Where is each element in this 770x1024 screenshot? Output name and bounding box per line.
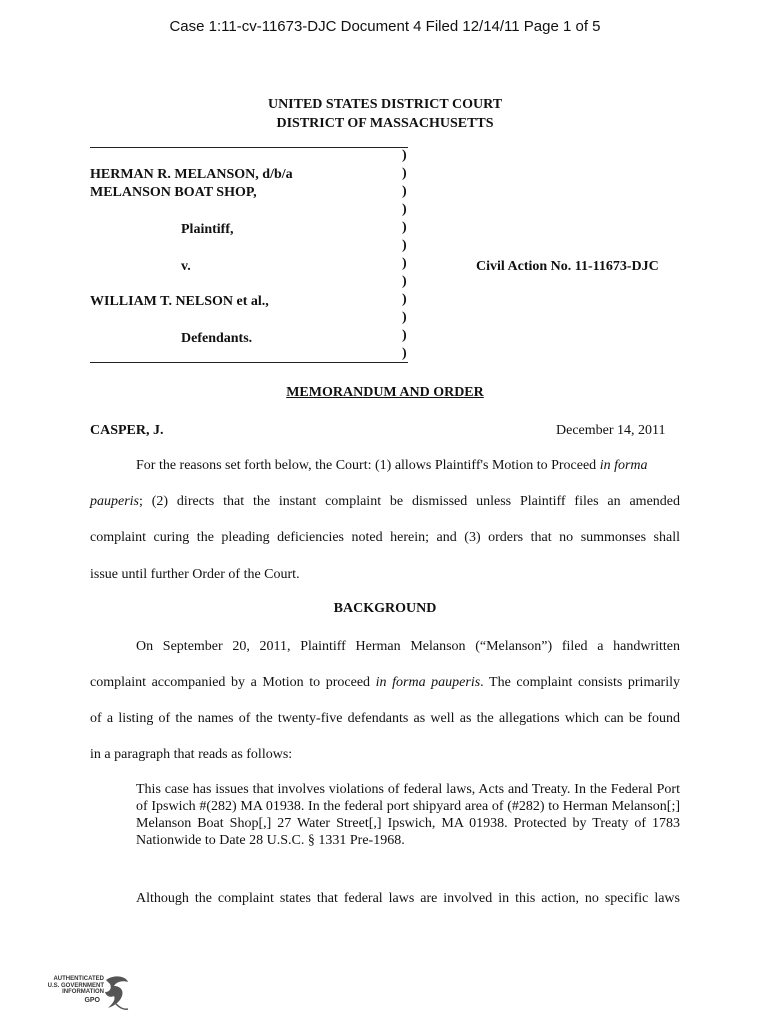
caption-bottom-rule [90,362,408,363]
para1-line4: issue until further Order of the Court. [90,567,300,582]
judge-name: CASPER, J. [90,423,164,438]
paren: ) [402,184,407,199]
paren: ) [402,310,407,325]
paren: ) [402,148,407,163]
order-date: December 14, 2011 [556,423,666,438]
paren: ) [402,166,407,181]
para1-text: ; (2) directs that the instant complaint be dismissed unless Plaintiff files an amended [139,494,680,509]
paren: ) [402,202,407,217]
para2-line3: of a listing of the names of the twenty-five defendants as well as the allegations which can be found [90,711,680,726]
para1-line3: complaint curing the pleading deficiencies noted herein; and (3) orders that no summonses shall [90,530,680,545]
para1-line1 [136,457,648,475]
paren: ) [402,256,407,271]
paren: ) [402,274,407,289]
caption-parens [402,147,407,363]
plaintiff-name-1: HERMAN R. MELANSON, d/b/a [90,167,293,182]
eagle-icon [102,974,132,1014]
page-header: Case 1:11-cv-11673-DJC Document 4 Filed 12/14/11 Page 1 of 5 [169,18,601,35]
para1-line2 [90,493,680,511]
court-line-2: DISTRICT OF MASSACHUSETTS [276,116,494,131]
para2-text: . The complaint consists primarily [480,675,680,690]
para1-italic: pauperis [90,494,139,509]
document-title: MEMORANDUM AND ORDER [286,385,484,400]
paren: ) [402,346,407,361]
paren: ) [402,238,407,253]
para2-line1: On September 20, 2011, Plaintiff Herman Melanson (“Melanson”) filed a handwritten [136,639,680,654]
paren: ) [402,220,407,235]
gpo-logo-text [42,976,104,1004]
civil-action-number: Civil Action No. 11-11673-DJC [476,259,659,274]
para2-text: complaint accompanied by a Motion to proceed [90,675,376,690]
para1-text: For the reasons set forth below, the Court: (1) allows Plaintiff's Motion to Proceed [136,458,600,473]
para2-line2 [90,674,680,692]
para2-line4: in a paragraph that reads as follows: [90,747,293,762]
para2-italic: in forma pauperis [375,675,481,690]
plaintiff-role: Plaintiff, [181,222,234,237]
court-name [0,95,770,133]
paren: ) [402,328,407,343]
gpo-logo-line: AUTHENTICATED [53,976,104,982]
plaintiff-name-2: MELANSON BOAT SHOP, [90,185,257,200]
versus: v. [181,259,191,274]
para1-italic: in forma [599,458,648,473]
paren: ) [402,292,407,307]
defendant-role: Defendants. [181,331,253,346]
caption-top-rule [90,147,408,148]
gpo-logo-line: GPO [84,996,100,1004]
background-heading: BACKGROUND [333,601,437,616]
para3-line1: Although the complaint states that federal laws are involved in this action, no specific laws [136,891,680,906]
gpo-logo-line: U.S. GOVERNMENT [47,982,104,989]
gpo-logo-line: INFORMATION [62,989,104,995]
gpo-authentication-logo [42,974,132,1014]
block-quote: This case has issues that involves violations of federal laws, Acts and Treaty. In the Federal Port of Ipswich #(282) MA 01938. In the federal port shipyard area of (#282) to Herman Melanson[;] Melanson Boat Shop[,] 27 Water Street[,] Ipswich, MA 01938. Protected by Treaty of 1783 Nationwide to Date 28 U.S.C. § 1331 Pre-1968. [136,782,680,848]
court-line-1: UNITED STATES DISTRICT COURT [267,97,503,112]
defendant-name: WILLIAM T. NELSON et al., [90,294,269,309]
